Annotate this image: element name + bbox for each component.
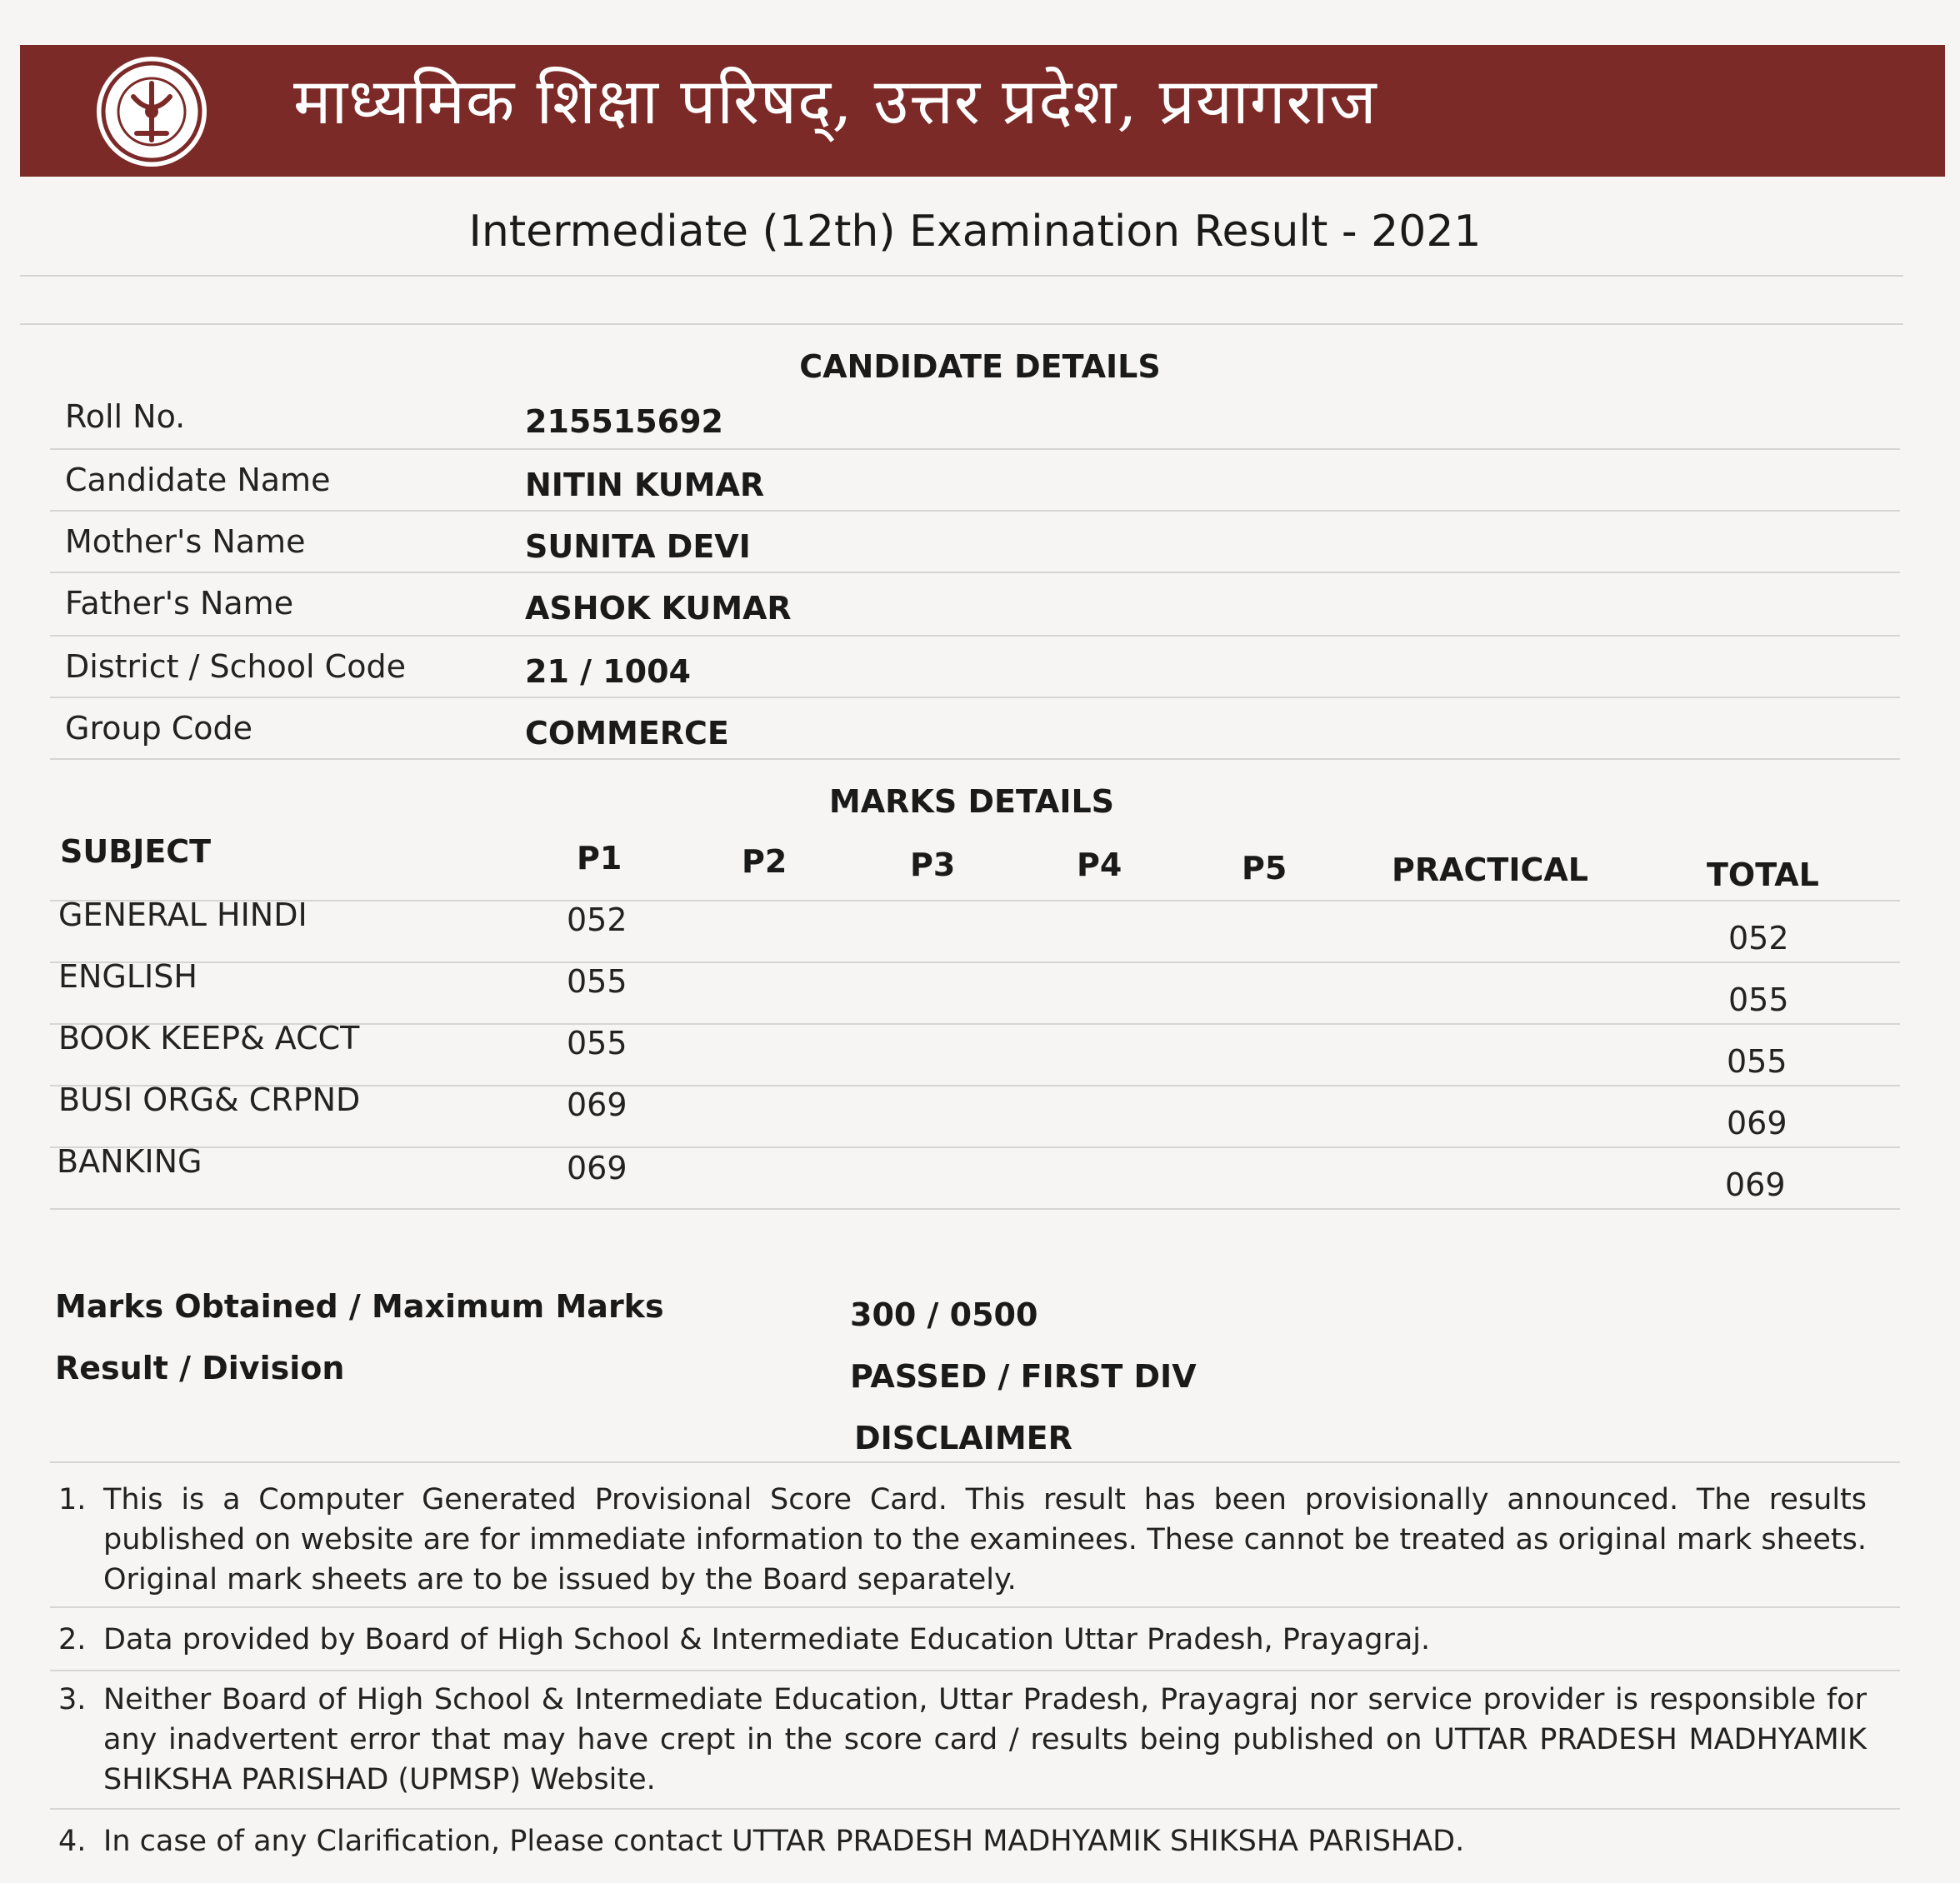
group-code: COMMERCE <box>525 715 729 752</box>
disclaimer-number: 4. <box>58 1825 87 1858</box>
subject-name: BANKING <box>57 1143 202 1180</box>
divider <box>50 961 1900 963</box>
father-name: ASHOK KUMAR <box>525 590 792 627</box>
divider <box>50 1670 1900 1671</box>
mark-total: 052 <box>1728 920 1789 956</box>
column-header-p1: P1 <box>577 840 622 877</box>
mark-total: 069 <box>1725 1166 1786 1203</box>
candidate-row-school <box>50 637 1883 698</box>
result-label: Result / Division <box>55 1350 345 1386</box>
subject-name: BOOK KEEP& ACCT <box>58 1020 360 1056</box>
mark-total: 069 <box>1727 1105 1788 1141</box>
candidate-row-father <box>50 573 1883 635</box>
mother-name: SUNITA DEVI <box>525 528 751 565</box>
field-label: Father's Name <box>65 585 294 622</box>
roll-number: 215515692 <box>525 403 723 440</box>
disclaimer-item <box>58 1680 1867 1805</box>
disclaimer-heading: DISCLAIMER <box>854 1420 1072 1456</box>
mark-p1: 069 <box>567 1150 628 1186</box>
column-header-p4: P4 <box>1077 847 1122 883</box>
mark-total: 055 <box>1728 981 1789 1018</box>
mark-p1: 055 <box>567 963 628 1000</box>
subject-name: ENGLISH <box>58 958 198 995</box>
header-banner <box>20 45 1945 177</box>
disclaimer-item <box>58 1620 1867 1663</box>
school-code: 21 / 1004 <box>525 653 691 690</box>
column-header-total: TOTAL <box>1707 857 1819 893</box>
divider <box>50 900 1900 902</box>
marks-details-heading: MARKS DETAILS <box>828 783 1115 820</box>
divider <box>50 1208 1900 1210</box>
candidate-row-group <box>50 698 1883 760</box>
disclaimer-number: 2. <box>58 1623 87 1656</box>
subject-name: GENERAL HINDI <box>58 897 308 933</box>
column-header-practical: PRACTICAL <box>1392 852 1588 888</box>
divider <box>50 1146 1900 1148</box>
candidate-details-heading: CANDIDATE DETAILS <box>799 348 1161 385</box>
candidate-name: NITIN KUMAR <box>525 467 765 503</box>
result-value: PASSED / FIRST DIV <box>850 1358 1197 1395</box>
candidate-row-name <box>50 450 1883 512</box>
candidate-row-mother <box>50 512 1883 573</box>
subject-name: BUSI ORG& CRPND <box>58 1081 361 1118</box>
disclaimer-text: Data provided by Board of High School & Intermediate Education Uttar Pradesh, Prayagraj. <box>103 1623 1431 1656</box>
field-label: Group Code <box>65 710 253 747</box>
divider <box>50 1606 1900 1608</box>
disclaimer-item <box>58 1480 1867 1605</box>
disclaimer-number: 3. <box>58 1683 87 1716</box>
column-header-p3: P3 <box>910 847 956 883</box>
field-label: District / School Code <box>65 648 406 685</box>
divider <box>50 1808 1900 1810</box>
board-name: माध्यमिक शिक्षा परिषद्, उत्तर प्रदेश, प्रयागराज <box>293 64 1378 138</box>
divider <box>20 323 1903 325</box>
mark-p1: 052 <box>567 902 628 938</box>
mark-p1: 069 <box>567 1086 628 1123</box>
exam-title: Intermediate (12th) Examination Result - 2021 <box>468 207 1482 257</box>
disclaimer-number: 1. <box>58 1483 87 1516</box>
mark-p1: 055 <box>567 1025 628 1061</box>
column-header-subject: SUBJECT <box>60 833 212 870</box>
column-header-p2: P2 <box>742 843 788 880</box>
mark-total: 055 <box>1727 1043 1788 1080</box>
field-label: Candidate Name <box>65 462 331 498</box>
disclaimer-text: Neither Board of High School & Intermediate Education, Uttar Pradesh, Prayagraj nor service provider is responsible for any inadvertent error that may have crept in the score card / results being published on UTTAR PRADESH MADHYAMIK SHIKSHA PARISHAD (UPMSP) Website. <box>103 1683 1867 1796</box>
disclaimer-item <box>58 1821 1867 1865</box>
marks-obtained-label: Marks Obtained / Maximum Marks <box>55 1288 664 1325</box>
divider <box>50 1461 1900 1463</box>
divider <box>20 275 1903 277</box>
field-label: Mother's Name <box>65 523 306 560</box>
field-label: Roll No. <box>65 398 186 435</box>
marks-obtained-value: 300 / 0500 <box>850 1296 1038 1333</box>
candidate-row-roll <box>50 387 1883 448</box>
disclaimer-text: In case of any Clarification, Please contact UTTAR PRADESH MADHYAMIK SHIKSHA PARISHAD. <box>103 1825 1465 1858</box>
column-header-p5: P5 <box>1242 850 1288 887</box>
disclaimer-text: This is a Computer Generated Provisional Score Card. This result has been provisionally announced. The results published on website are for immediate information to the examinees. These cannot be treated as original mark sheets. Original mark sheets are to be issued by the Board separately. <box>103 1483 1867 1596</box>
board-seal-icon <box>93 53 210 170</box>
divider <box>50 758 1900 760</box>
